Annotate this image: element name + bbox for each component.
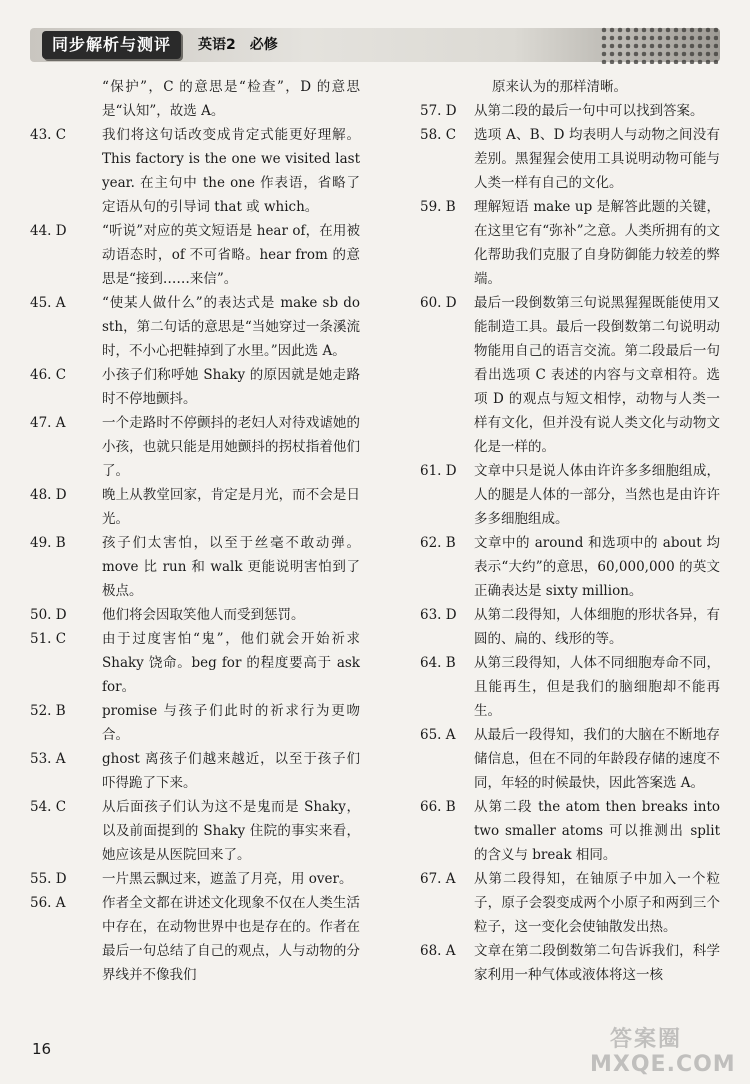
answer-entry [30,627,360,699]
answer-number: 60. D [420,295,457,311]
answer-explanation: 从最后一段得知，我们的大脑在不断地存储信息，但在不同的年龄段存储的速度不同，年轻的时候最快，因此答案选 A。 [474,727,720,791]
answer-number: 54. C [30,799,67,815]
answer-explanation: 原来认为的那样清晰。 [492,79,627,95]
answer-explanation: “使某人做什么”的表达式是 make sb do sth，第二句话的意思是“当她穿过一条溪流时，不小心把鞋掉到了水里。”因此选 A。 [102,295,360,359]
answer-explanation: “听说”对应的英文短语是 hear of，在用被动语态时，of 不可省略。hear from 的意思是“接到……来信”。 [102,223,360,287]
answer-number: 63. D [420,607,457,623]
answer-number: 55. D [30,871,67,887]
answer-entry [30,363,360,411]
answer-entry [420,459,720,531]
answer-explanation: 从第二段得知，在铀原子中加入一个粒子，原子会裂变成两个小原子和两到三个粒子，这一变化会使铀散发出热。 [474,871,720,935]
answer-entry [30,531,360,603]
answer-explanation: promise 与孩子们此时的祈求行为更吻合。 [102,703,360,743]
answer-number: 62. B [420,535,456,551]
answer-number: 44. D [30,223,67,239]
answer-number: 50. D [30,607,67,623]
answer-explanation: 从后面孩子们认为这不是鬼而是 Shaky，以及前面提到的 Shaky 住院的事实来看，她应该是从医院回来了。 [102,799,360,863]
answer-entry [420,867,720,939]
answer-entry [30,483,360,531]
answer-explanation: 理解短语 make up 是解答此题的关键，在这里它有“弥补”之意。人类所拥有的文化帮助我们克服了自身防御能力较差的弊端。 [474,199,720,287]
answer-number: 59. B [420,199,456,215]
answer-entry [420,723,720,795]
answer-entry [420,195,720,291]
answer-entry [30,699,360,747]
watermark-text: 答案圈 [610,1027,683,1052]
answer-number: 64. B [420,655,456,671]
left-column [30,75,360,987]
watermark-logo [570,1022,740,1080]
answer-entry [30,867,360,891]
answer-entry [420,651,720,723]
answer-entry [30,603,360,627]
answer-number: 58. C [420,127,457,143]
answer-explanation: 由于过度害怕“鬼”，他们就会开始祈求 Shaky 饶命。beg for 的程度要高于 ask for。 [102,631,360,695]
answer-explanation: 文章在第二段倒数第二句告诉我们，科学家利用一种气体或液体将这一核 [474,943,720,983]
answer-explanation: “保护”，C 的意思是“检查”，D 的意思是“认知”，故选 A。 [102,79,360,119]
answer-entry [30,75,360,123]
series-title: 同步解析与测评 [42,31,181,59]
answer-number: 47. A [30,415,66,431]
answer-explanation: 文章中的 around 和选项中的 about 均表示“大约”的意思，60,000,000 的英文正确表达是 sixty million。 [474,535,720,599]
answer-entry [420,99,720,123]
answer-entry [420,603,720,651]
answer-entry [420,123,720,195]
answer-explanation: 从第二段 the atom then breaks into two smaller atoms 可以推测出 split 的含义与 break 相同。 [474,799,720,863]
answer-number: 49. B [30,535,66,551]
answer-number: 46. C [30,367,67,383]
watermark-url: MXQE.COM [590,1052,736,1077]
answer-number: 56. A [30,895,66,911]
dot-grid-decoration [600,26,718,64]
answer-explanation: 我们将这句话改变成肯定式能更好理解。This factory is the one we visited last year. 在主句中 the one 作表语，省略了定语从句的引导词 that 或 which。 [102,127,360,215]
answer-explanation: 最后一段倒数第三句说黑猩猩既能使用又能制造工具。最后一段倒数第二句说明动物能用自己的语言交流。第二段最后一句看出选项 C 表述的内容与文章相符。选项 D 的观点与短文相悖，动物与人类一样有文化，但并没有说人类文化与动物文化是一样的。 [474,295,720,455]
answer-number: 51. C [30,631,67,647]
answer-number: 68. A [420,943,456,959]
answer-explanation: 一个走路时不停颤抖的老妇人对待戏谑她的小孩，也就只能是用她颤抖的拐杖指着他们了。 [102,415,360,479]
answer-number: 45. A [30,295,66,311]
answer-entry [420,291,720,459]
answer-number: 66. B [420,799,456,815]
answer-explanation: 从第二段得知，人体细胞的形状各异，有圆的、扁的、线形的等。 [474,607,720,647]
answer-number: 53. A [30,751,66,767]
answer-entry [30,219,360,291]
answer-explanation: 晚上从教堂回家，肯定是月光，而不会是日光。 [102,487,360,527]
answer-number: 48. D [30,487,67,503]
answer-explanation: 作者全文都在讲述文化现象不仅在人类生活中存在，在动物世界中也是存在的。作者在最后一句总结了自己的观点，人与动物的分界线并不像我们 [102,895,360,983]
answer-explanation: 孩子们太害怕，以至于丝毫不敢动弹。move 比 run 和 walk 更能说明害怕到了极点。 [102,535,360,599]
answer-explanation: 小孩子们称呼她 Shaky 的原因就是她走路时不停地颤抖。 [102,367,360,407]
answer-entry [30,123,360,219]
right-column [420,75,720,987]
answer-entry [30,891,360,987]
subject-label: 英语2 必修 [198,37,278,53]
answer-explanation: 从第二段的最后一句中可以找到答案。 [474,103,704,119]
answer-explanation: 选项 A、B、D 均表明人与动物之间没有差别。黑猩猩会使用工具说明动物可能与人类一样有自己的文化。 [474,127,720,191]
answer-number: 43. C [30,127,67,143]
answer-explanation: ghost 离孩子们越来越近，以至于孩子们吓得跪了下来。 [102,751,360,791]
answer-entry [30,291,360,363]
answer-explanation: 文章中只是说人体由许许多多细胞组成，人的腿是人体的一部分，当然也是由许许多多细胞组成。 [474,463,720,527]
answer-entry [420,531,720,603]
answer-number: 67. A [420,871,456,887]
answer-explanation: 他们将会因取笑他人而受到惩罚。 [102,607,305,623]
answer-entry [30,411,360,483]
answer-number: 65. A [420,727,456,743]
answer-entry [30,795,360,867]
answer-explanation: 从第三段得知，人体不同细胞寿命不同，且能再生，但是我们的脑细胞却不能再生。 [474,655,720,719]
answer-number: 52. B [30,703,66,719]
answer-entry [420,75,720,99]
page-number: 16 [32,1040,52,1058]
answer-number: 57. D [420,103,457,119]
answer-explanation: 一片黑云飘过来，遮盖了月亮，用 over。 [102,871,353,887]
answer-entry [420,939,720,987]
answer-entry [420,795,720,867]
page-header [0,0,750,80]
answer-number: 61. D [420,463,457,479]
answer-entry [30,747,360,795]
